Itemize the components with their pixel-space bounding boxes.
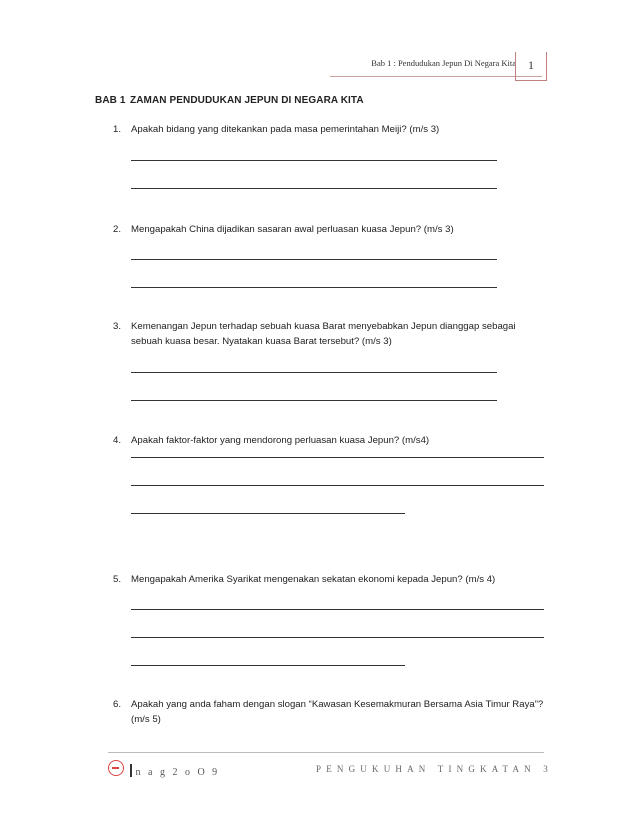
chapter-title: ZAMAN PENDUDUKAN JEPUN DI NEGARA KITA (130, 95, 364, 106)
answer-line[interactable] (131, 457, 544, 458)
answer-line[interactable] (131, 160, 497, 161)
chapter-code: BAB 1 (95, 95, 126, 106)
school-logo-icon (108, 760, 124, 776)
question-3 (113, 319, 553, 349)
answer-line[interactable] (131, 372, 497, 373)
question-text: Apakah faktor-faktor yang mendorong perluasan kuasa Jepun? (m/s4) (131, 435, 430, 446)
header-rule (330, 76, 542, 77)
question-text: Apakah bidang yang ditekankan pada masa pemerintahan Meiji? (m/s 3) (131, 124, 440, 135)
chapter-heading (95, 95, 364, 106)
answer-line[interactable] (131, 188, 497, 189)
question-text: Mengapakah China dijadikan sasaran awal perluasan kuasa Jepun? (m/s 3) (131, 224, 454, 235)
answer-line[interactable] (131, 609, 544, 610)
question-text: Apakah yang anda faham dengan slogan “Kawasan Kesemakmuran Bersama Asia Timur Raya”? (m/s 5) (131, 699, 544, 725)
answer-line[interactable] (131, 513, 405, 514)
answer-line[interactable] (131, 400, 497, 401)
question-2 (113, 222, 553, 237)
question-number: 3. (113, 321, 122, 332)
page-footer (108, 760, 554, 784)
question-text: Kemenangan Jepun terhadap sebuah kuasa Barat menyebabkan Jepun dianggap sebagai sebuah kuasa besar. Nyatakan kuasa Barat tersebut? (m/s 3) (131, 321, 516, 347)
question-1 (113, 122, 553, 137)
page-number-box (515, 52, 547, 81)
question-6 (113, 697, 553, 727)
footer-left (130, 764, 220, 778)
page-number: 1 (528, 58, 534, 72)
question-number: 4. (113, 435, 122, 446)
question-text: Mengapakah Amerika Syarikat mengenakan sekatan ekonomi kepada Jepun? (m/s 4) (131, 574, 496, 585)
answer-line[interactable] (131, 259, 497, 260)
question-4 (113, 433, 553, 448)
footer-divider (130, 764, 132, 777)
page-header (0, 52, 638, 78)
footer-rule (108, 752, 544, 753)
answer-line[interactable] (131, 637, 544, 638)
header-title: Bab 1 : Pendudukan Jepun Di Negara Kita (371, 58, 516, 68)
question-5 (113, 572, 553, 587)
question-number: 5. (113, 574, 122, 585)
answer-line[interactable] (131, 665, 405, 666)
answer-line[interactable] (131, 485, 544, 486)
answer-line[interactable] (131, 287, 497, 288)
footer-left-text: n a g 2 o O 9 (135, 767, 220, 778)
question-number: 1. (113, 124, 122, 135)
footer-right-text: PENGUKUHAN TINGKATAN 3 (316, 764, 554, 774)
question-number: 2. (113, 224, 122, 235)
question-number: 6. (113, 699, 122, 710)
